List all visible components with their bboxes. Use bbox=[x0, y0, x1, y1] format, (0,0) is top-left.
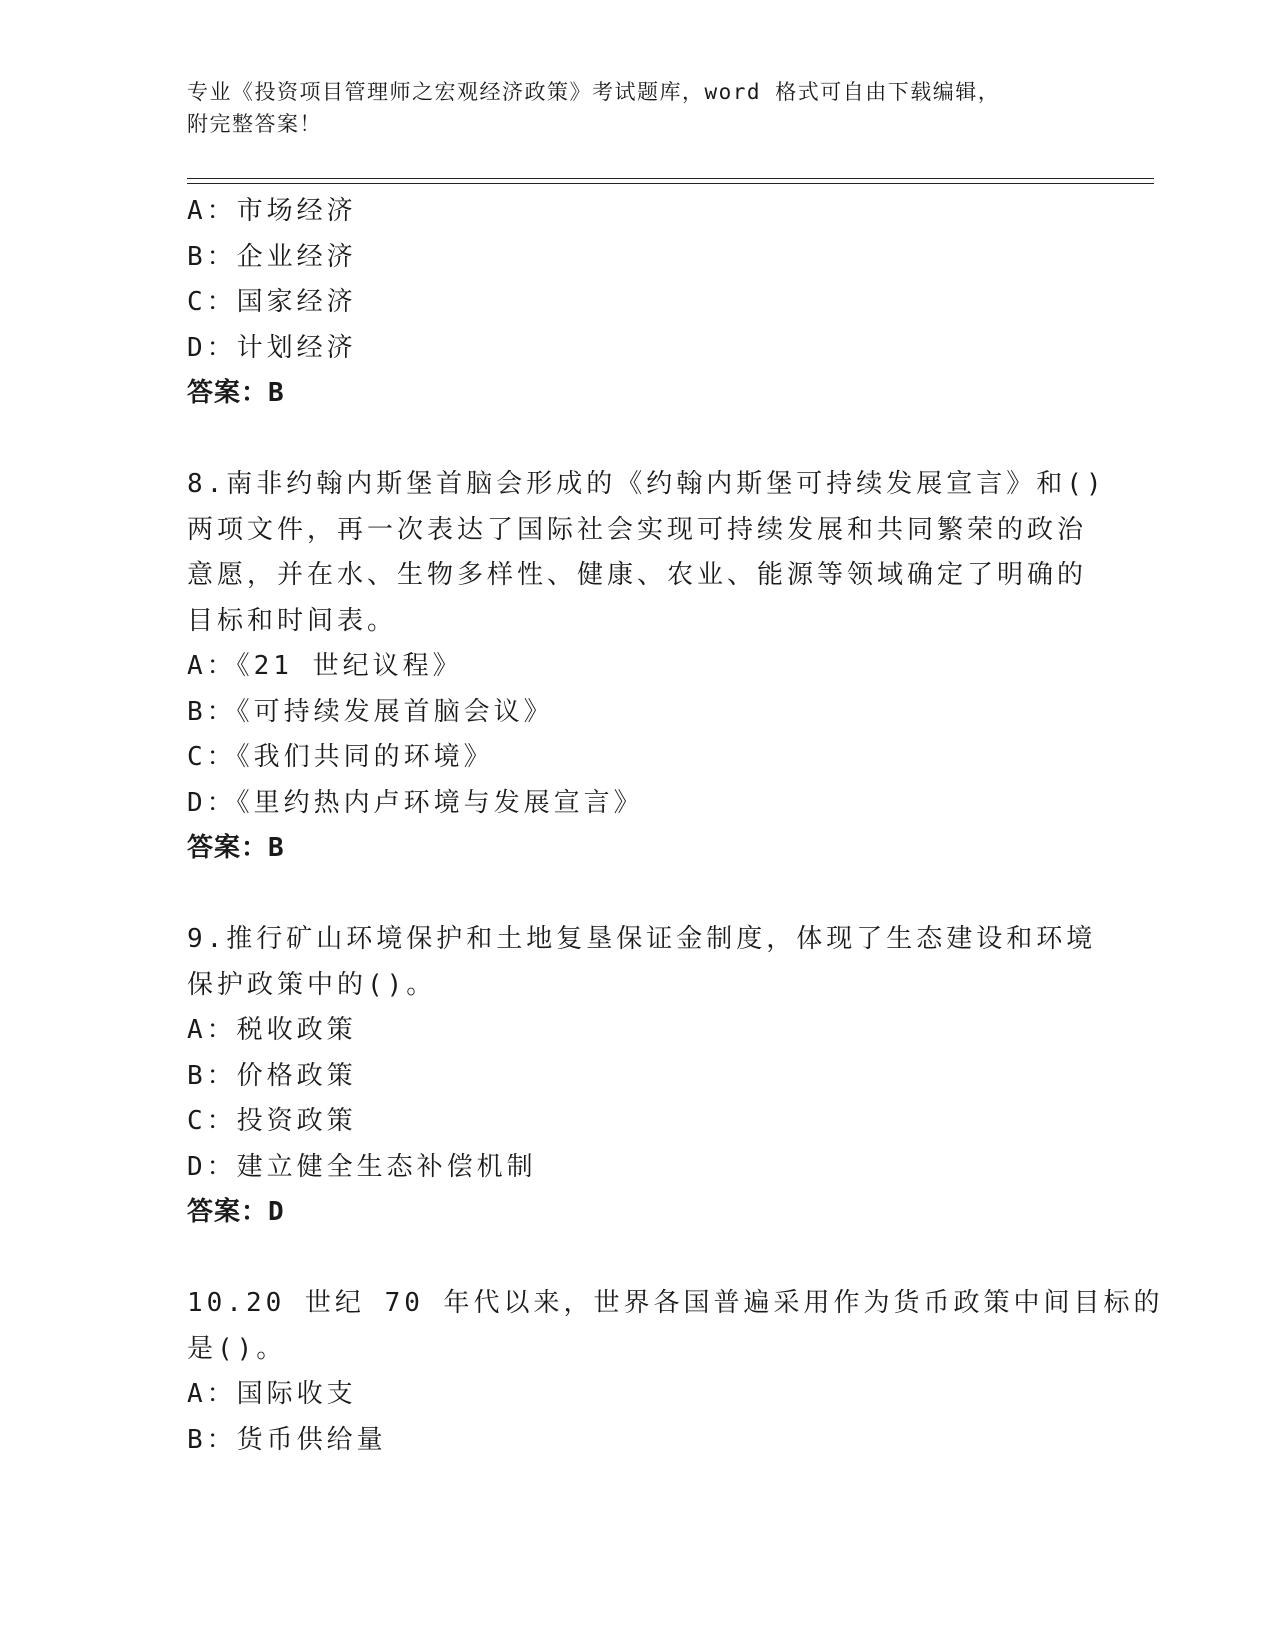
question-text-line: 是()。 bbox=[187, 1333, 287, 1364]
question-text-line: 意愿，并在水、生物多样性、健康、农业、能源等领域确定了明确的 bbox=[187, 560, 1088, 590]
question-8 bbox=[187, 462, 1106, 872]
header-line-1: 专业《投资项目管理师之宏观经济政策》考试题库，word 格式可自由下载编辑， bbox=[187, 80, 1001, 104]
option-c: C：投资政策 bbox=[187, 1106, 357, 1136]
header-divider-bottom bbox=[187, 183, 1154, 184]
question-text-line: 8.南非约翰内斯堡首脑会形成的《约翰内斯堡可持续发展宣言》和() bbox=[187, 469, 1106, 499]
question-text-line: 目标和时间表。 bbox=[187, 605, 398, 636]
document-header bbox=[187, 76, 1087, 140]
header-divider-top bbox=[187, 178, 1154, 179]
option-d: D：计划经济 bbox=[187, 332, 357, 363]
question-text-line: 10.20 世纪 70 年代以来，世界各国普遍采用作为货币政策中间目标的 bbox=[187, 1288, 1164, 1318]
question-text-line: 两项文件，再一次表达了国际社会实现可持续发展和共同繁荣的政治 bbox=[187, 514, 1088, 545]
option-b: B：货币供给量 bbox=[187, 1424, 387, 1455]
option-c: C：《我们共同的环境》 bbox=[187, 742, 494, 772]
answer-line: 答案：B bbox=[187, 378, 285, 408]
option-d: D：建立健全生态补偿机制 bbox=[187, 1151, 537, 1182]
question-9 bbox=[187, 917, 1097, 1236]
option-a: A：市场经济 bbox=[187, 196, 357, 226]
question-text-line: 保护政策中的()。 bbox=[187, 969, 437, 1000]
option-b: B：《可持续发展首脑会议》 bbox=[187, 696, 554, 727]
answer-line: 答案：B bbox=[187, 833, 285, 863]
option-c: C：国家经济 bbox=[187, 287, 357, 317]
question-text-line: 9.推行矿山环境保护和土地复垦保证金制度，体现了生态建设和环境 bbox=[187, 924, 1097, 954]
answer-line: 答案：D bbox=[187, 1197, 285, 1227]
question-7-tail bbox=[187, 189, 1087, 417]
option-a: A：《21 世纪议程》 bbox=[187, 651, 463, 681]
option-a: A：国际收支 bbox=[187, 1379, 357, 1409]
question-10 bbox=[187, 1281, 1164, 1463]
option-d: D：《里约热内卢环境与发展宣言》 bbox=[187, 787, 644, 818]
question-list bbox=[187, 189, 1164, 1463]
header-line-2: 附完整答案！ bbox=[187, 112, 322, 136]
option-b: B：企业经济 bbox=[187, 241, 357, 272]
option-a: A：税收政策 bbox=[187, 1015, 357, 1045]
option-b: B：价格政策 bbox=[187, 1060, 357, 1091]
